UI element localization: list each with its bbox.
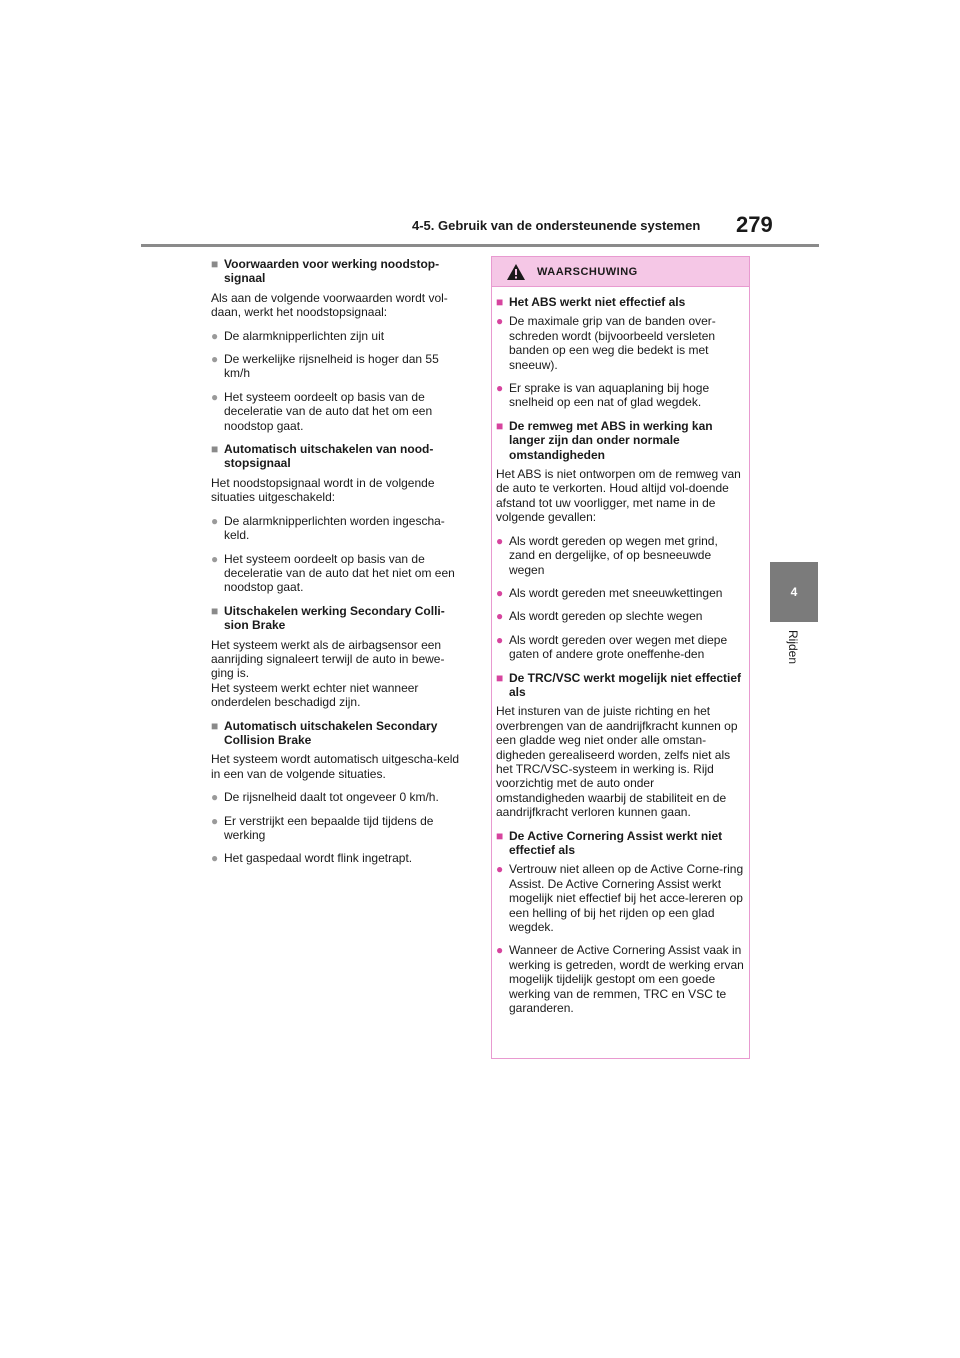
list-item: ● De werkelijke rijsnelheid is hoger dan 55 km/h [211,352,439,381]
list-item: ● Er verstrijkt een bepaalde tijd tijdens de werking [211,813,434,842]
square-bullet-icon: ■ [496,295,504,309]
paragraph: Het systeem werkt echter niet wanneer onderdelen beschadigd zijn. [211,680,419,710]
paragraph: Het ABS is niet ontworpen om de remweg van de auto te verkorten. Houd altijd vol-doende afstand tot uw voorligger, met name in de volgende gevallen: [496,467,741,525]
list-item: ● Als wordt gereden op slechte wegen [496,609,703,624]
warning-title: WAARSCHUWING [537,265,638,278]
list-item: ● Het systeem oordeelt op basis van de deceleratie van de auto dat het niet om een noodstop gaat. [211,551,455,595]
warning-icon [506,263,526,281]
circle-bullet-icon: ● [211,328,219,343]
list-item: ● De alarmknipperlichten zijn uit [211,328,385,343]
warning-box [491,256,750,1059]
list-item: ● Wanneer de Active Cornering Assist vaak in werking is getreden, wordt de werking ervan mogelijk tijdelijk gestopt om een goede werking van de remmen, TRC en VSC te garanderen. [496,943,744,1016]
circle-bullet-icon: ● [496,585,504,600]
left-column [211,257,467,875]
section-heading: ■ Automatisch uitschakelen Secondary Collision Brake [211,718,438,747]
paragraph: Het systeem wordt automatisch uitgescha-keld in een van de volgende situaties. [211,752,460,781]
list-item: ● Er sprake is van aquaplaning bij hoge snelheid op een nat of glad wegdek. [496,381,710,410]
warning-heading: ■ Het ABS werkt niet effectief als [496,295,686,309]
list-item: ● Vertrouw niet alleen op de Active Corne-ring Assist. De Active Cornering Assist werkt mogelijk niet effectief bij het acce-lereren op een helling of bij het rijden op een glad wegdek. [496,862,744,935]
circle-bullet-icon: ● [211,551,219,566]
square-bullet-icon: ■ [211,257,219,271]
circle-bullet-icon: ● [211,790,219,805]
circle-bullet-icon: ● [496,314,504,329]
chapter-number: 4 [790,585,798,599]
circle-bullet-icon: ● [211,813,219,828]
paragraph: Als aan de volgende voorwaarden wordt vol-daan, werkt het noodstopsignaal: [211,290,448,320]
circle-bullet-icon: ● [496,862,504,877]
list-item: ● De rijsnelheid daalt tot ongeveer 0 km/h. [211,790,439,805]
paragraph: Het systeem werkt als de airbagsensor een aanrijding signaleert terwijl de auto in bewe-ging is. [211,637,445,681]
section-heading: ■ Voorwaarden voor werking noodstop-signaal [211,257,440,286]
circle-bullet-icon: ● [211,352,219,367]
circle-bullet-icon: ● [496,533,504,548]
section-heading: ■ Uitschakelen werking Secondary Colli-sion Brake [211,603,445,633]
square-bullet-icon: ■ [211,603,219,618]
list-item: ● Als wordt gereden over wegen met diepe gaten of andere grote oneffenhe-den [496,632,728,662]
chapter-label: Rijden [786,630,800,665]
warning-body [492,287,749,1015]
warning-heading: ■ De remweg met ABS in werking kan langer zijn dan onder normale omstandigheden [496,418,713,462]
section-heading: ■ Automatisch uitschakelen van nood-stopsignaal [211,442,434,471]
circle-bullet-icon: ● [496,943,504,958]
square-bullet-icon: ■ [496,828,504,843]
list-item: ● Als wordt gereden met sneeuwkettingen [496,585,723,600]
list-item: ● Het gaspedaal wordt flink ingetrapt. [211,851,413,866]
list-item: ● De maximale grip van de banden over-schreden wordt (bijvoorbeeld versleten banden op een weg die bedekt is met sneeuw). [496,314,716,372]
list-item: ● Het systeem oordeelt op basis van de deceleratie van de auto dat het om een noodstop gaat. [211,389,433,433]
chapter-tab[interactable] [770,562,818,622]
warning-header [492,257,749,287]
square-bullet-icon: ■ [211,442,219,457]
section-title: 4-5. Gebruik van de ondersteunende systemen [412,218,701,233]
circle-bullet-icon: ● [211,389,219,404]
square-bullet-icon: ■ [211,718,219,733]
warning-heading: ■ De TRC/VSC werkt mogelijk niet effectief als [496,670,742,699]
square-bullet-icon: ■ [496,670,504,685]
circle-bullet-icon: ● [496,381,504,396]
page-number: 279 [736,212,773,237]
header-rule [141,244,819,247]
paragraph: Het noodstopsignaal wordt in de volgende situaties uitgeschakeld: [211,475,435,505]
circle-bullet-icon: ● [211,513,219,528]
circle-bullet-icon: ● [496,609,504,624]
list-item: ● De alarmknipperlichten worden ingescha-keld. [211,513,445,543]
warning-heading: ■ De Active Cornering Assist werkt niet effectief als [496,828,723,857]
circle-bullet-icon: ● [496,632,504,647]
paragraph: Het insturen van de juiste richting en het overbrengen van de aandrijfkracht kunnen op een gladde weg niet onder alle omstan-digheden gerealiseerd worden, zelfs niet als het TRC/VSC-systeem in werking is. Rijd voorzichtig met de auto onder omstandigheden waarbij de stabiliteit en de aandrijfkracht verloren kunnen gaan. [496,704,738,820]
list-item: ● Als wordt gereden op wegen met grind, zand en dergelijke, of op besneeuwde wegen [496,533,718,577]
square-bullet-icon: ■ [496,418,504,433]
circle-bullet-icon: ● [211,851,219,866]
